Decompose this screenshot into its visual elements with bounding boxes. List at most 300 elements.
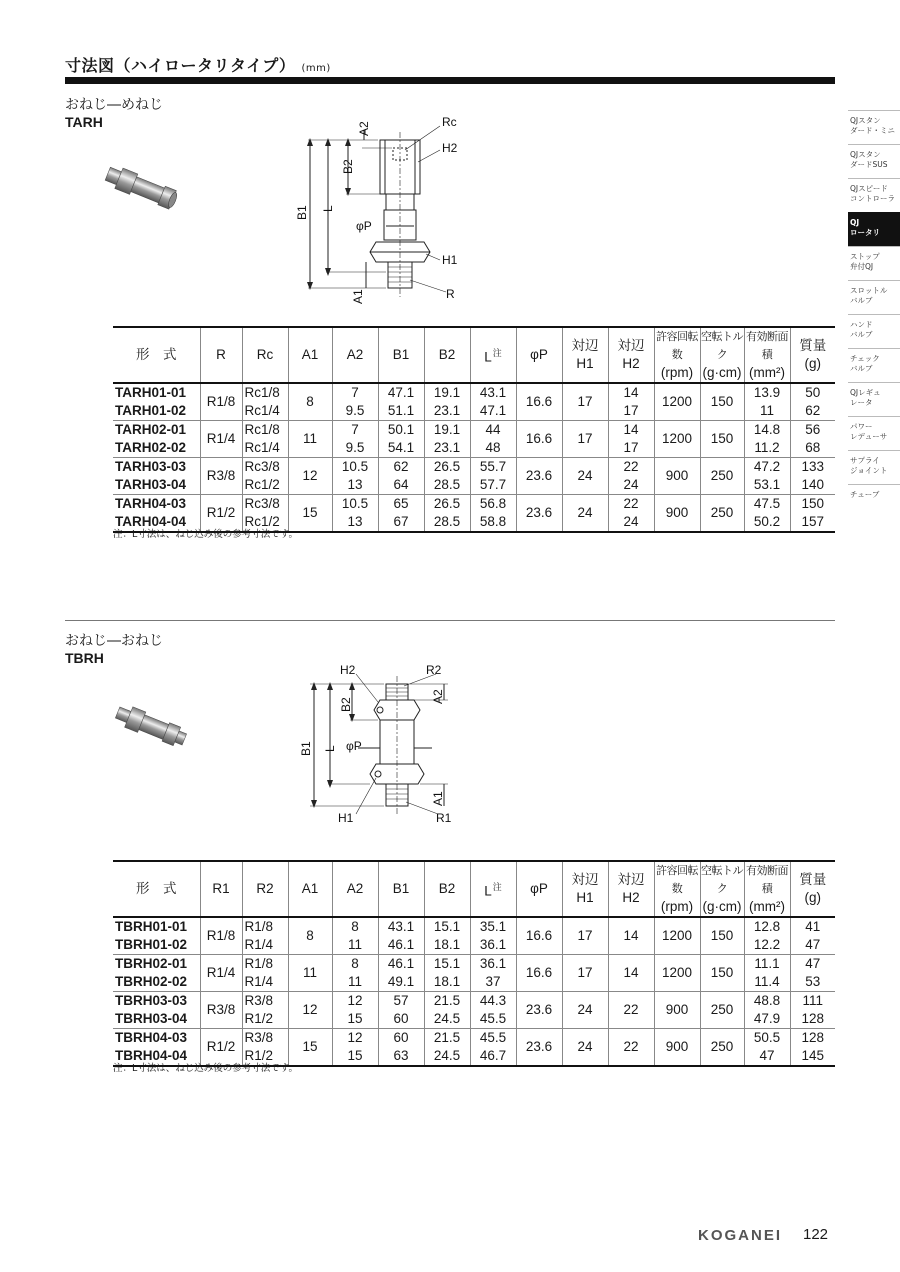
cell-r: R1/4 (200, 955, 242, 992)
col-header-area (744, 327, 790, 383)
cell-l: 45.5 (470, 1010, 516, 1029)
cell-mass: 128 (790, 1029, 835, 1048)
cell-r: R1/8 (200, 383, 242, 421)
cell-b1: 46.1 (378, 955, 424, 974)
cell-r: R3/8 (200, 992, 242, 1029)
col-header-c1 (200, 861, 242, 917)
col-header-area (744, 861, 790, 917)
col-header-text: A1 (301, 347, 319, 362)
cell-b2: 15.1 (424, 955, 470, 974)
cell-rc: Rc3/8 (242, 458, 288, 477)
tbrh-h2-label: H2 (340, 663, 356, 677)
col-header-text: R2 (256, 881, 274, 896)
cell-a2: 9.5 (332, 402, 378, 421)
col-header-text: B2 (438, 347, 456, 362)
cell-torque: 150 (700, 955, 744, 992)
col-header-text: A2 (346, 881, 364, 896)
col-header-text: 形 式 (136, 347, 177, 362)
col-header-b1 (378, 327, 424, 383)
cell-a2: 8 (332, 917, 378, 936)
cell-area: 53.1 (744, 476, 790, 495)
tarh-spec-table (113, 326, 835, 533)
col-header-bottom: (mm²) (749, 899, 785, 914)
col-header-top: 質量 (799, 338, 827, 353)
cell-torque: 150 (700, 917, 744, 955)
tbrh-spec-table (113, 860, 835, 1067)
sidebar-tab[interactable]: チューブ (848, 484, 900, 518)
cell-mass: 47 (790, 955, 835, 974)
col-header-top: 対辺 (617, 338, 645, 353)
cell-a2: 9.5 (332, 439, 378, 458)
cell-l: 44.3 (470, 992, 516, 1011)
cell-area: 12.8 (744, 917, 790, 936)
cell-model: TBRH03-04 (115, 1011, 188, 1026)
cell-torque: 250 (700, 458, 744, 495)
cell-rc: Rc1/4 (242, 402, 288, 421)
cell-rpm: 900 (654, 1029, 700, 1067)
col-header-b2 (424, 861, 470, 917)
tarh-b1-label: B1 (295, 205, 309, 220)
cell-r: R1/4 (200, 421, 242, 458)
cell-a1: 11 (288, 955, 332, 992)
cell-r: R1/2 (200, 1029, 242, 1067)
cell-l: 36.1 (470, 955, 516, 974)
tbrh-a2-label: A2 (431, 689, 445, 704)
sidebar-tab[interactable]: スロットル バルブ (848, 280, 900, 314)
cell-h2: 14 (608, 917, 654, 955)
cell-b2: 24.5 (424, 1010, 470, 1029)
cell-rpm: 900 (654, 495, 700, 533)
cell-b1: 50.1 (378, 421, 424, 440)
sidebar-tab[interactable]: QJスタン ダードSUS (848, 144, 900, 178)
col-header-top: 対辺 (571, 872, 599, 887)
cell-l: 58.8 (470, 513, 516, 532)
table-row (113, 383, 835, 402)
cell-p: 23.6 (516, 495, 562, 533)
col-header-top: 許容回転数 (656, 331, 698, 361)
col-header-rpm (654, 327, 700, 383)
cell-rc: Rc1/8 (242, 421, 288, 440)
cell-mass: 53 (790, 973, 835, 992)
cell-rc: Rc1/4 (242, 439, 288, 458)
cell-b2: 23.1 (424, 439, 470, 458)
cell-rc: R1/4 (242, 973, 288, 992)
tbrh-dimension-drawing (296, 660, 466, 830)
cell-b1: 62 (378, 458, 424, 477)
cell-model: TBRH02-01 (113, 955, 200, 974)
tarh-note: 注：L寸法は、ねじ込み後の参考寸法です。 (113, 529, 299, 540)
col-header-text: B2 (438, 881, 456, 896)
cell-a1: 8 (288, 383, 332, 421)
cell-l: 56.8 (470, 495, 516, 514)
cell-h1: 17 (562, 383, 608, 421)
cell-a2: 13 (332, 513, 378, 532)
col-header-text: Rc (256, 347, 274, 362)
cell-b1: 51.1 (378, 402, 424, 421)
cell-rc: R3/8 (242, 992, 288, 1011)
cell-area: 47.2 (744, 458, 790, 477)
cell-rc: Rc1/8 (242, 383, 288, 402)
cell-a2: 7 (332, 383, 378, 402)
col-header-text: B1 (392, 881, 410, 896)
tbrh-h1-label: H1 (338, 811, 354, 825)
cell-a2: 7 (332, 421, 378, 440)
col-header-bottom: (rpm) (660, 365, 694, 380)
sidebar-tab[interactable]: パワー レデューサ (848, 416, 900, 450)
cell-b1: 67 (378, 513, 424, 532)
cell-area: 47 (744, 1047, 790, 1066)
cell-model: TBRH04-03 (113, 1029, 200, 1048)
cell-h2: 14 (608, 383, 654, 402)
col-header-bottom: H2 (622, 356, 640, 371)
tarh-a2-label: A2 (357, 121, 371, 136)
cell-h2: 17 (608, 402, 654, 421)
col-header-a1 (288, 861, 332, 917)
cell-l: 46.7 (470, 1047, 516, 1066)
col-header-top: 空転トルク (701, 331, 743, 361)
cell-model: TARH01-01 (113, 383, 200, 402)
cell-b2: 26.5 (424, 495, 470, 514)
col-header-bottom: H2 (622, 890, 640, 905)
cell-b2: 19.1 (424, 383, 470, 402)
sidebar-tab[interactable]: QJ ロータリ (848, 212, 900, 246)
page-title-unit: (mm) (301, 63, 331, 74)
table-row (113, 992, 835, 1011)
cell-l: 43.1 (470, 383, 516, 402)
cell-rpm: 1200 (654, 955, 700, 992)
cell-mass: 133 (790, 458, 835, 477)
cell-h1: 24 (562, 1029, 608, 1067)
col-header-model (113, 861, 200, 917)
col-header-text: R1 (212, 881, 230, 896)
col-header-mass (790, 327, 835, 383)
cell-p: 23.6 (516, 1029, 562, 1067)
tbrh-product-photo (108, 698, 188, 758)
cell-rpm: 1200 (654, 421, 700, 458)
cell-h2: 24 (608, 513, 654, 532)
col-header-top: 質量 (799, 872, 827, 887)
cell-a2: 15 (332, 1047, 378, 1066)
sidebar-tab[interactable]: QJスタン ダード・ミニ (848, 110, 900, 144)
cell-b1: 63 (378, 1047, 424, 1066)
cell-area: 12.2 (744, 936, 790, 955)
col-header-text: L (484, 349, 492, 365)
cell-l: 57.7 (470, 476, 516, 495)
cell-h2: 22 (608, 1029, 654, 1067)
col-header-top: 許容回転数 (656, 865, 698, 895)
cell-rc: R1/2 (242, 1047, 288, 1066)
tbrh-b1-label: B1 (299, 741, 313, 756)
col-header-l (470, 861, 516, 917)
cell-a2: 13 (332, 476, 378, 495)
tbrh-b2-label: B2 (339, 697, 353, 712)
table-row (113, 1029, 835, 1048)
col-header-h1 (562, 327, 608, 383)
tbrh-l-label: L (323, 745, 337, 752)
col-header-p (516, 327, 562, 383)
cell-rc: R3/8 (242, 1029, 288, 1048)
cell-a2: 12 (332, 1029, 378, 1048)
cell-a2: 12 (332, 992, 378, 1011)
cell-rpm: 900 (654, 992, 700, 1029)
cell-l: 47.1 (470, 402, 516, 421)
cell-l: 44 (470, 421, 516, 440)
col-header-h2 (608, 861, 654, 917)
cell-mass: 47 (790, 936, 835, 955)
tbrh-note: 注：L寸法は、ねじ込み後の参考寸法です。 (113, 1063, 299, 1074)
tarh-dimension-drawing (290, 112, 480, 312)
cell-h2: 24 (608, 476, 654, 495)
cell-area: 11.2 (744, 439, 790, 458)
cell-area: 13.9 (744, 383, 790, 402)
cell-area: 11.4 (744, 973, 790, 992)
cell-model: TBRH01-02 (115, 937, 188, 952)
cell-b1: 65 (378, 495, 424, 514)
cell-h2: 22 (608, 992, 654, 1029)
col-header-c2 (242, 327, 288, 383)
col-header-h2 (608, 327, 654, 383)
section2-title: おねじ―おねじ (65, 633, 163, 649)
tarh-b2-label: B2 (341, 159, 355, 174)
col-header-top: 対辺 (617, 872, 645, 887)
section2-model: TBRH (65, 650, 104, 666)
cell-model: TARH01-02 (115, 403, 187, 418)
col-header-text: φP (530, 347, 548, 362)
col-header-bottom: (g) (804, 890, 821, 905)
col-header-bottom: H1 (576, 890, 594, 905)
cell-h1: 17 (562, 421, 608, 458)
tarh-phip-label: φP (356, 219, 372, 233)
cell-p: 23.6 (516, 992, 562, 1029)
tarh-rc-label: Rc (442, 115, 457, 129)
table-row (113, 421, 835, 440)
tbrh-a1-label: A1 (431, 791, 445, 806)
cell-b1: 43.1 (378, 917, 424, 936)
cell-b2: 21.5 (424, 1029, 470, 1048)
cell-rc: R1/8 (242, 917, 288, 936)
cell-mass: 111 (790, 992, 835, 1011)
col-header-a2 (332, 861, 378, 917)
cell-model: TARH03-03 (113, 458, 200, 477)
cell-b1: 60 (378, 1010, 424, 1029)
col-header-a2 (332, 327, 378, 383)
cell-l: 55.7 (470, 458, 516, 477)
cell-l: 35.1 (470, 917, 516, 936)
cell-a2: 8 (332, 955, 378, 974)
cell-rc: R1/8 (242, 955, 288, 974)
cell-b2: 24.5 (424, 1047, 470, 1066)
cell-a1: 15 (288, 1029, 332, 1067)
table-row (113, 955, 835, 974)
cell-rc: R1/4 (242, 936, 288, 955)
tarh-l-label: L (321, 205, 335, 212)
title-rule (65, 77, 835, 84)
cell-a2: 15 (332, 1010, 378, 1029)
col-header-top: 有効断面積 (746, 331, 788, 361)
cell-model: TARH04-03 (113, 495, 200, 514)
tarh-h1-label: H1 (442, 253, 458, 267)
cell-p: 23.6 (516, 458, 562, 495)
brand-logo: KOGANEI (698, 1227, 783, 1244)
cell-b2: 21.5 (424, 992, 470, 1011)
cell-rpm: 900 (654, 458, 700, 495)
cell-r: R3/8 (200, 458, 242, 495)
cell-h2: 17 (608, 439, 654, 458)
cell-area: 11.1 (744, 955, 790, 974)
cell-b2: 23.1 (424, 402, 470, 421)
col-header-bottom: (g·cm) (702, 899, 742, 914)
col-header-c2 (242, 861, 288, 917)
cell-l: 36.1 (470, 936, 516, 955)
cell-h2: 22 (608, 495, 654, 514)
cell-model: TARH04-04 (113, 513, 200, 532)
cell-area: 50.5 (744, 1029, 790, 1048)
sidebar-tab[interactable]: QJレギュ レータ (848, 382, 900, 416)
col-header-text: φP (530, 881, 548, 896)
col-header-text: A2 (346, 347, 364, 362)
cell-torque: 150 (700, 421, 744, 458)
cell-a1: 15 (288, 495, 332, 533)
cell-area: 14.8 (744, 421, 790, 440)
cell-b1: 46.1 (378, 936, 424, 955)
cell-h1: 24 (562, 458, 608, 495)
page-number: 122 (803, 1226, 829, 1243)
tbrh-r2-label: R2 (426, 663, 442, 677)
cell-b2: 28.5 (424, 476, 470, 495)
section1-model: TARH (65, 114, 103, 130)
tarh-product-photo (100, 160, 180, 220)
cell-b2: 18.1 (424, 973, 470, 992)
cell-h2: 22 (608, 458, 654, 477)
cell-rc: Rc1/2 (242, 513, 288, 532)
cell-mass: 150 (790, 495, 835, 514)
cell-torque: 150 (700, 383, 744, 421)
cell-b2: 26.5 (424, 458, 470, 477)
cell-mass: 157 (790, 513, 835, 532)
col-header-text: L (484, 883, 492, 899)
cell-p: 16.6 (516, 383, 562, 421)
sidebar-tab[interactable]: ストップ 弁付QJ (848, 246, 900, 280)
col-header-a1 (288, 327, 332, 383)
tarh-r-label: R (446, 287, 455, 301)
col-header-torque (700, 327, 744, 383)
cell-mass: 140 (790, 476, 835, 495)
cell-b2: 15.1 (424, 917, 470, 936)
cell-r: R1/8 (200, 917, 242, 955)
cell-torque: 250 (700, 992, 744, 1029)
sidebar-tab[interactable]: ハンド バルブ (848, 314, 900, 348)
cell-area: 47.5 (744, 495, 790, 514)
sidebar-tab[interactable]: QJスピード コントローラ (848, 178, 900, 212)
cell-a1: 11 (288, 421, 332, 458)
cell-a2: 11 (332, 973, 378, 992)
cell-h1: 24 (562, 495, 608, 533)
page-title (65, 53, 331, 76)
cell-model: TBRH04-04 (113, 1047, 200, 1066)
cell-rc: R1/2 (242, 1010, 288, 1029)
col-header-note: 注 (492, 881, 502, 892)
col-header-text: 形 式 (136, 881, 177, 896)
cell-r: R1/2 (200, 495, 242, 533)
cell-rc: Rc1/2 (242, 476, 288, 495)
col-header-bottom: H1 (576, 356, 594, 371)
cell-b2: 19.1 (424, 421, 470, 440)
cell-a2: 10.5 (332, 458, 378, 477)
cell-mass: 50 (790, 383, 835, 402)
cell-b1: 60 (378, 1029, 424, 1048)
cell-p: 16.6 (516, 421, 562, 458)
cell-h1: 17 (562, 955, 608, 992)
cell-p: 16.6 (516, 917, 562, 955)
cell-h1: 17 (562, 917, 608, 955)
col-header-torque (700, 861, 744, 917)
page-title-text: 寸法図（ハイロータリタイプ） (65, 56, 296, 75)
col-header-h1 (562, 861, 608, 917)
cell-a2: 11 (332, 936, 378, 955)
tarh-a1-label: A1 (351, 289, 365, 304)
cell-torque: 250 (700, 495, 744, 533)
col-header-top: 対辺 (571, 338, 599, 353)
col-header-l (470, 327, 516, 383)
sidebar-tab[interactable]: サプライ ジョイント (848, 450, 900, 484)
cell-a1: 12 (288, 992, 332, 1029)
cell-model: TBRH02-02 (115, 974, 188, 989)
col-header-b1 (378, 861, 424, 917)
cell-l: 45.5 (470, 1029, 516, 1048)
section-separator (65, 620, 835, 621)
cell-a2: 10.5 (332, 495, 378, 514)
cell-model: TBRH01-01 (113, 917, 200, 936)
cell-area: 48.8 (744, 992, 790, 1011)
tbrh-phip-label: φP (346, 739, 362, 753)
cell-l: 48 (470, 439, 516, 458)
cell-area: 11 (744, 402, 790, 421)
col-header-top: 有効断面積 (746, 865, 788, 895)
cell-model: TBRH03-03 (113, 992, 200, 1011)
col-header-text: A1 (301, 881, 319, 896)
cell-mass: 145 (790, 1047, 835, 1066)
cell-b1: 57 (378, 992, 424, 1011)
table-row (113, 458, 835, 477)
col-header-bottom: (rpm) (660, 899, 694, 914)
cell-b1: 47.1 (378, 383, 424, 402)
cell-torque: 250 (700, 1029, 744, 1067)
cell-mass: 56 (790, 421, 835, 440)
cell-a1: 8 (288, 917, 332, 955)
cell-rpm: 1200 (654, 917, 700, 955)
cell-a1: 12 (288, 458, 332, 495)
category-sidebar (848, 110, 900, 518)
col-header-model (113, 327, 200, 383)
cell-l: 37 (470, 973, 516, 992)
col-header-b2 (424, 327, 470, 383)
cell-area: 47.9 (744, 1010, 790, 1029)
col-header-text: B1 (392, 347, 410, 362)
cell-b1: 54.1 (378, 439, 424, 458)
col-header-c1 (200, 327, 242, 383)
cell-rc: Rc3/8 (242, 495, 288, 514)
cell-mass: 128 (790, 1010, 835, 1029)
col-header-text: R (216, 347, 226, 362)
sidebar-tab[interactable]: チェック バルブ (848, 348, 900, 382)
cell-rpm: 1200 (654, 383, 700, 421)
cell-h2: 14 (608, 421, 654, 440)
col-header-p (516, 861, 562, 917)
col-header-rpm (654, 861, 700, 917)
cell-mass: 68 (790, 439, 835, 458)
cell-b2: 18.1 (424, 936, 470, 955)
cell-model: TARH03-04 (115, 477, 187, 492)
